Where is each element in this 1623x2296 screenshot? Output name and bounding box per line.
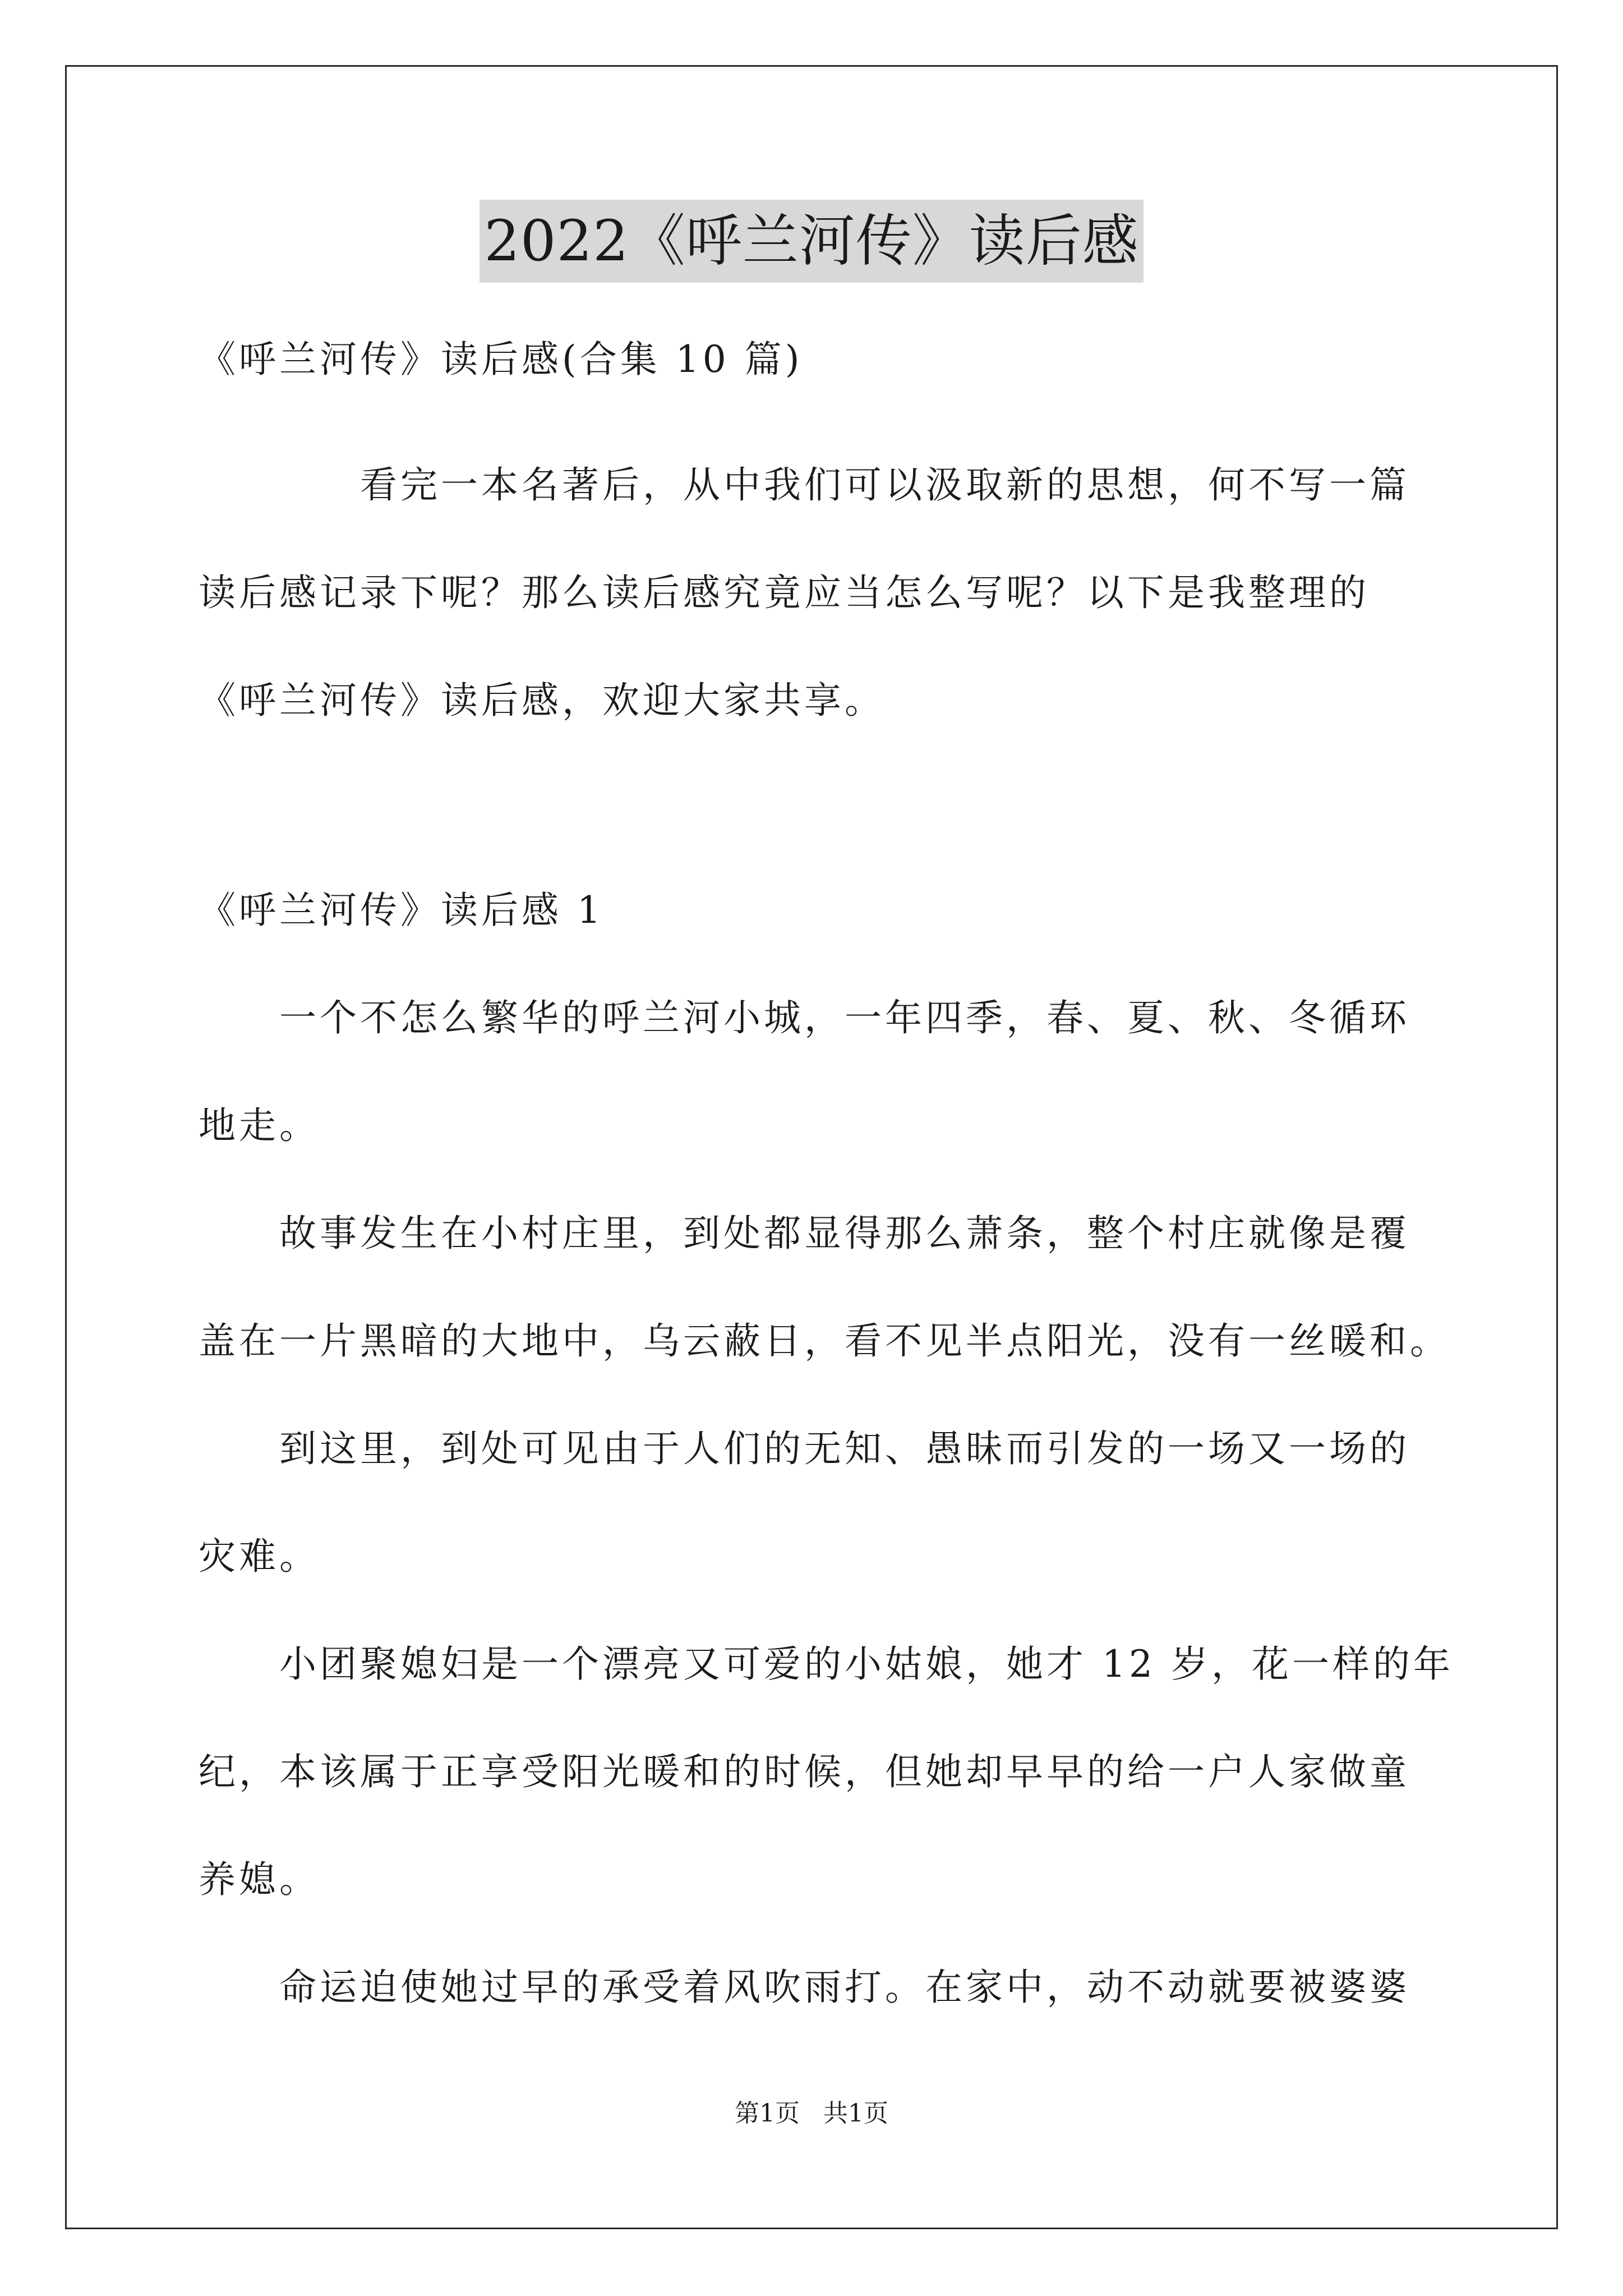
paragraph-line: 纪，本该属于正享受阳光暖和的时候，但她却早早的给一户人家做童 bbox=[199, 1750, 1410, 1793]
intro-line: 《呼兰河传》读后感，欢迎大家共享。 bbox=[199, 679, 885, 722]
collection-subtitle: 《呼兰河传》读后感(合集 10 篇) bbox=[199, 338, 803, 381]
section-heading: 《呼兰河传》读后感 1 bbox=[199, 889, 604, 932]
intro-line: 看完一本名著后，从中我们可以汲取新的思想，何不写一篇 bbox=[199, 463, 1410, 507]
paragraph-line: 到这里，到处可见由于人们的无知、愚昧而引发的一场又一场的 bbox=[199, 1427, 1410, 1470]
paragraph-line: 盖在一片黑暗的大地中，乌云蔽日，看不见半点阳光，没有一丝暖和。 bbox=[199, 1319, 1450, 1363]
paragraph-line: 一个不怎么繁华的呼兰河小城，一年四季，春、夏、秋、冬循环 bbox=[199, 996, 1410, 1039]
paragraph-line: 小团聚媳妇是一个漂亮又可爱的小姑娘，她才 12 岁，花一样的年 bbox=[199, 1642, 1454, 1686]
paragraph-line: 灾难。 bbox=[199, 1535, 320, 1578]
paragraph-line: 养媳。 bbox=[199, 1858, 320, 1901]
paragraph-line: 故事发生在小村庄里，到处都显得那么萧条，整个村庄就像是覆 bbox=[199, 1212, 1410, 1255]
paragraph-line: 地走。 bbox=[199, 1104, 320, 1147]
paragraph-line: 命运迫使她过早的承受着风吹雨打。在家中，动不动就要被婆婆 bbox=[199, 1966, 1410, 2009]
page-footer: 第1页 共1页 bbox=[735, 2099, 888, 2128]
title-wrap bbox=[0, 200, 1623, 283]
document-title: 2022《呼兰河传》读后感 bbox=[479, 200, 1144, 283]
intro-line: 读后感记录下呢？那么读后感究竟应当怎么写呢？以下是我整理的 bbox=[199, 571, 1370, 614]
